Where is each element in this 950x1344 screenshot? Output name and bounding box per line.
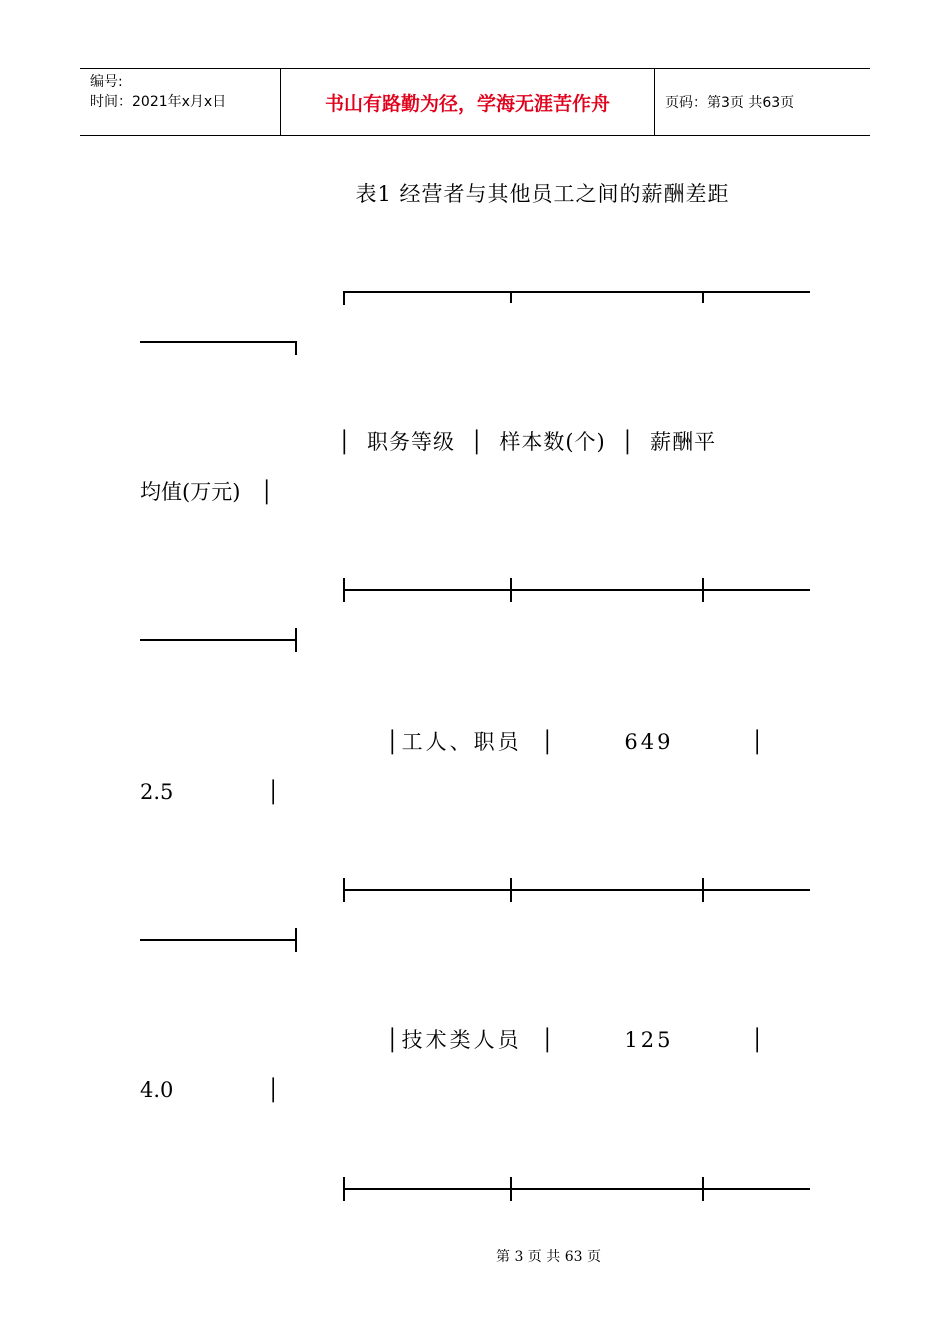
table-header-line-1: │ 职务等级 │ 样本数(个) │ 薪酬平 <box>338 430 717 454</box>
table-row-2-line-2: 4.0 │ <box>140 1078 280 1102</box>
table-header-line-2: 均值(万元) │ <box>140 480 274 504</box>
page-footer: 第 3 页 共 63 页 <box>496 1249 601 1265</box>
table-row-1-line-1: │工人、职员 │ 649 │ <box>386 730 767 754</box>
table-title: 表1 经营者与其他员工之间的薪酬差距 <box>355 182 730 206</box>
document-time-label: 时间：2021年x月x日 <box>90 94 227 110</box>
header-meta <box>80 69 281 135</box>
header-page-info: 页码：第3页 共63页 <box>665 95 795 111</box>
table-row-2-line-1: │技术类人员 │ 125 │ <box>386 1028 767 1052</box>
document-number-label: 编号: <box>90 74 123 90</box>
header-motto: 书山有路勤为径，学海无涯苦作舟 <box>281 69 655 135</box>
page-header <box>80 68 870 136</box>
table-row-1-line-2: 2.5 │ <box>140 780 280 804</box>
